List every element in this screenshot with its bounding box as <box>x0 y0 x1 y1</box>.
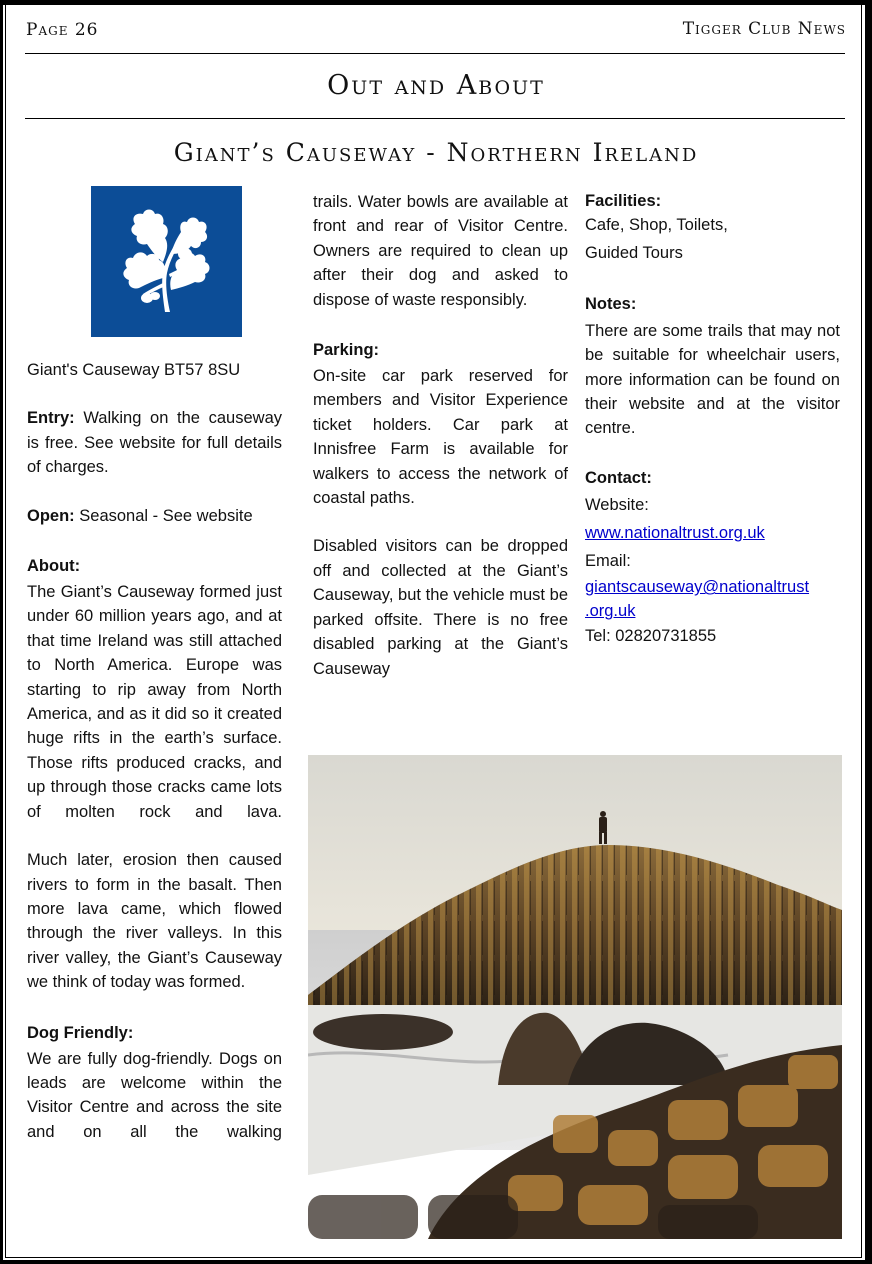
notes-text: There are some trails that may not be suitable for wheelchair users, more information can be found on their website and at the visitor centre. <box>585 321 840 438</box>
frame-border-bottom <box>0 1260 872 1264</box>
national-trust-logo <box>91 186 242 337</box>
photo-illustration <box>308 755 842 1239</box>
frame-border-bottom-inner <box>5 1257 862 1258</box>
section-title: Out and About <box>327 70 545 101</box>
parking-paragraph: Disabled visitors can be dropped off and collected at the Giant’s Causeway, but the vehicle must be parked offsite. There is no free disabled parking at the Giant’s Causeway <box>313 537 568 678</box>
publication-name: Tigger Club News <box>682 19 846 39</box>
frame-border-right <box>865 0 872 1264</box>
address: Giant's Causeway BT57 8SU <box>27 361 241 379</box>
giants-causeway-photo <box>308 755 842 1239</box>
column-middle <box>313 190 568 681</box>
page-number: Page 26 <box>26 20 99 40</box>
telephone: Tel: 02820731855 <box>585 627 717 646</box>
about-label: About: <box>27 557 81 576</box>
email-link[interactable] <box>585 578 809 620</box>
email-link-line1[interactable]: giantscauseway@nationaltrust <box>585 578 810 597</box>
parking-paragraph: On-site car park reserved for members and Visitor Experience ticket holders. Car park at Innisfree Farm is available for walkers to access the network of coastal paths. <box>313 367 568 508</box>
frame-border-right-inner <box>861 5 862 1258</box>
email-label: Email: <box>585 551 631 570</box>
article-title: Giant’s Causeway - Northern Ireland <box>173 138 699 167</box>
about-paragraph: The Giant’s Causeway formed just under 60 million years ago, and at that time Ireland was still attached to North America. Europe was starting to rip away from North America, and as it did so it created huge rifts in the earth’s surface. Those rifts produced cracks, and up through those cracks came lots of molten rock and lava. <box>27 583 282 821</box>
open-info <box>27 504 282 528</box>
email-link-line2[interactable]: .org.uk <box>585 602 636 621</box>
open-text: Seasonal - See website <box>79 506 253 525</box>
website-link[interactable]: www.nationaltrust.org.uk <box>585 524 765 542</box>
contact-label: Contact: <box>585 468 652 487</box>
notes-label: Notes: <box>585 295 637 314</box>
header-divider <box>25 53 845 54</box>
entry-label: Entry: <box>27 409 75 428</box>
facilities-line: Cafe, Shop, Toilets, <box>585 216 728 234</box>
facilities-line: Guided Tours <box>585 243 683 262</box>
section-divider <box>25 118 845 119</box>
frame-border-left <box>0 0 3 1264</box>
rock <box>313 1014 453 1050</box>
dog-friendly-text: We are fully dog-friendly. Dogs on leads are welcome within the Visitor Centre and across the site and on all the walking <box>27 1049 282 1141</box>
entry-text: Walking on the causeway is free. See website for full details of charges. <box>27 409 282 477</box>
about-paragraph: Much later, erosion then caused rivers to form in the basalt. Then more lava came, which flowed through the river valleys. In this river valley, the Giant’s Causeway we think of today was formed. <box>27 851 282 992</box>
website-label: Website: <box>585 496 649 515</box>
oak-leaf-icon <box>91 186 242 337</box>
frame-border-left-inner <box>5 5 6 1258</box>
frame-border-top <box>0 0 872 5</box>
open-label: Open: <box>27 506 75 525</box>
entry-info <box>27 406 282 479</box>
column-right <box>585 190 840 651</box>
parking-label: Parking: <box>313 341 380 360</box>
column-left <box>27 358 282 1144</box>
dog-friendly-text-continued: trails. Water bowls are available at front and rear of Visitor Centre. Owners are required to clean up after their dog and asked to dispose of waste responsibly. <box>313 193 568 309</box>
facilities-label: Facilities: <box>585 192 662 210</box>
dog-friendly-label: Dog Friendly: <box>27 1023 134 1042</box>
